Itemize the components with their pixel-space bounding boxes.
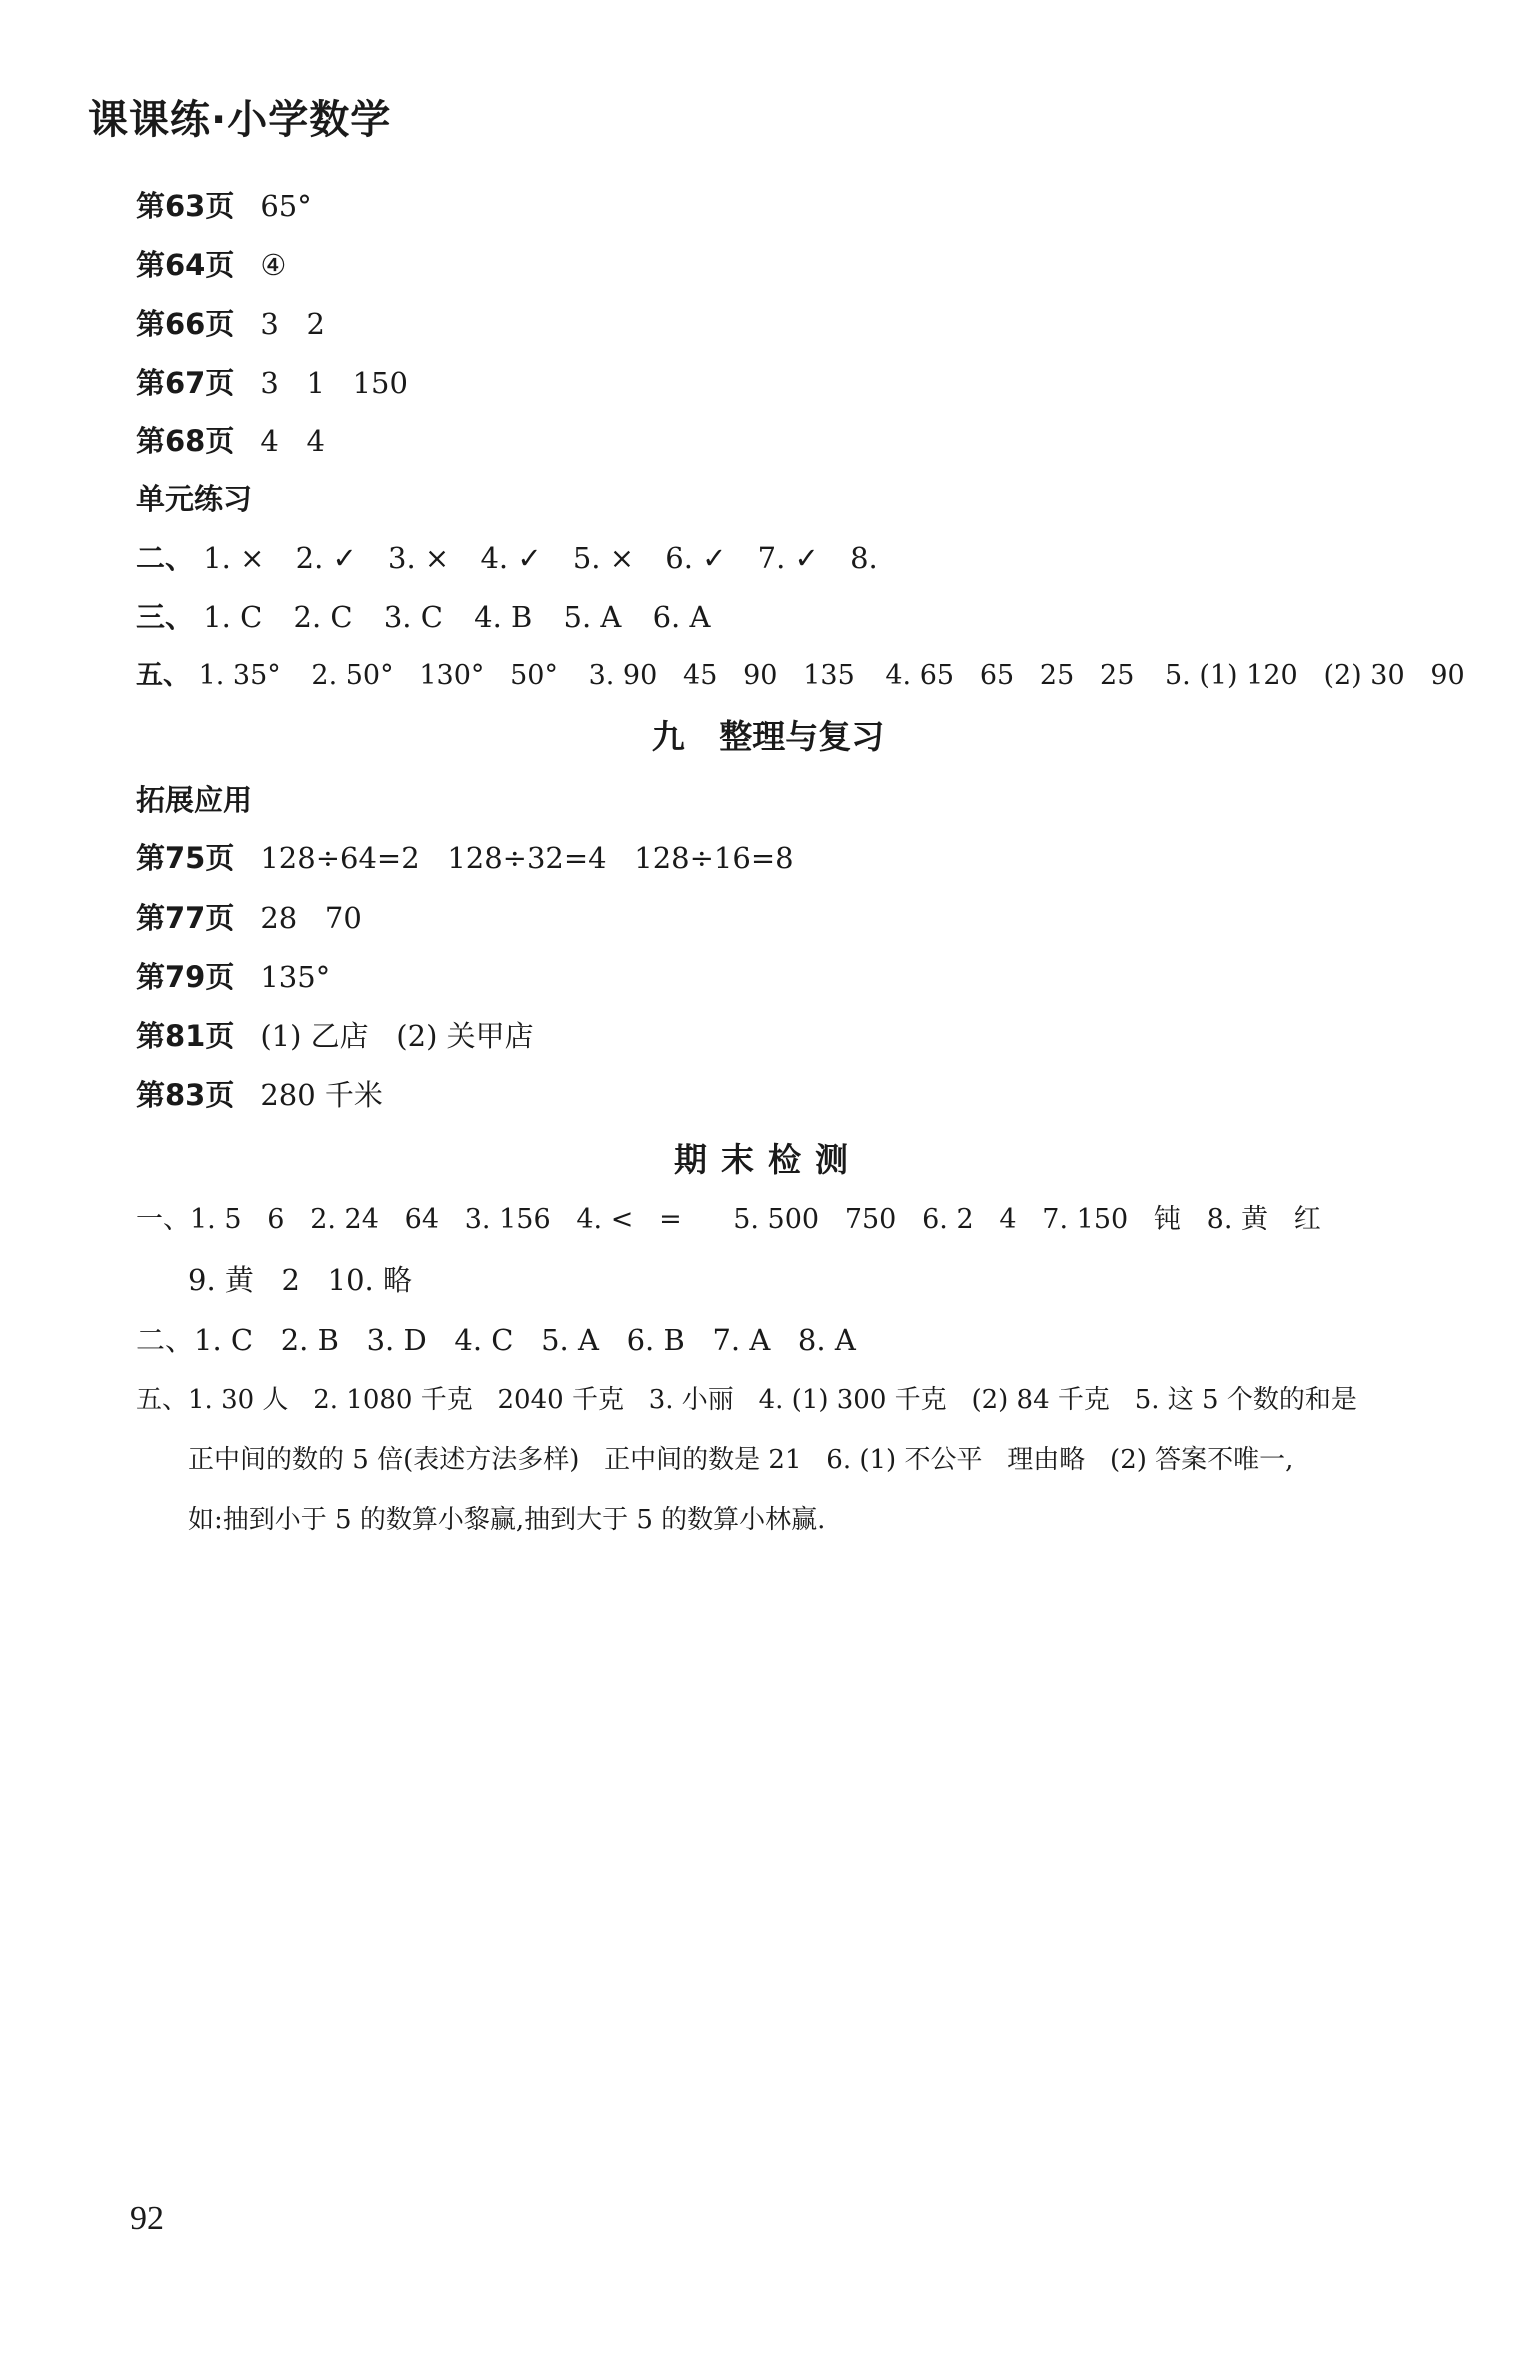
page-label: 第63页 [136,189,235,223]
answer-line [136,363,1496,403]
answer-text: 3 2 [260,307,325,341]
row-item: 2. C [293,600,353,634]
row-item: 3. × [388,541,450,575]
answer-text: 28 70 [260,901,362,935]
unit-row-2 [136,538,1500,578]
page-label: 第66页 [136,307,235,341]
final-row-2: 二、1. C 2. B 3. D 4. C 5. A 6. B 7. A 8. A [136,1323,856,1357]
answer-line [136,957,1496,997]
row-item: 7. ✓ [757,541,819,575]
row-item: 6. ✓ [665,541,727,575]
page-label: 第77页 [136,901,235,935]
row-item: 5. × [572,541,635,575]
section-subtitle: 单元练习 [136,482,253,516]
answer-text: (1) 乙店 (2) 关甲店 [260,1019,534,1053]
row-item: 4. B [474,600,533,634]
answer-line [136,304,1496,344]
row-lead: 五、 [136,660,190,691]
page-label: 第83页 [136,1078,235,1112]
answer-text: 3 1 150 [260,366,408,400]
page-label: 第75页 [136,841,235,875]
row-item: 4. ✓ [480,541,542,575]
answer-line [136,421,1496,461]
page-label: 第67页 [136,366,235,400]
row-item: 1. × [203,541,265,575]
page-label: 第79页 [136,960,235,994]
row-item: 5. (1) 120 (2) 30 90 [1164,660,1465,691]
running-header: 课课练·小学数学 [88,97,392,143]
row-item: 3. 90 45 90 135 [588,660,855,691]
row-item: 4. 65 65 25 25 [885,660,1135,691]
answer-line [136,1016,1496,1056]
final-row-5-cont: 正中间的数的 5 倍(表述方法多样) 正中间的数是 21 6. (1) 不公平 理由略 (2) 答案不唯一, [188,1445,1294,1475]
answer-line [136,245,1496,285]
row-item: 6. A [652,600,711,634]
page-label: 第68页 [136,424,235,458]
row-item: 5. A [563,600,622,634]
row-item: 1. C [203,600,263,634]
row-item: 2. 50° 130° 50° [311,660,558,691]
final-exam-title: 期末检测 [674,1140,862,1179]
final-row-1-cont: 9. 黄 2 10. 略 [188,1263,412,1297]
answer-text: 128÷64=2 128÷32=4 128÷16=8 [260,841,794,875]
chapter-title: 九 整理与复习 [651,717,885,756]
page-label: 第81页 [136,1019,235,1053]
final-row-1: 一、1. 5 6 2. 24 64 3. 156 4. < = 5. 500 750 6. 2 4 7. 150 钝 8. 黄 红 [136,1204,1321,1235]
final-row-5: 五、1. 30 人 2. 1080 千克 2040 千克 3. 小丽 4. (1) 300 千克 (2) 84 千克 5. 这 5 个数的和是 [136,1385,1357,1415]
unit-row-5 [136,656,1500,696]
unit-row-3 [136,597,1500,637]
final-row-5-cont2: 如:抽到小于 5 的数算小黎赢,抽到大于 5 的数算小林赢. [188,1505,826,1535]
answer-text: 65° [260,189,312,223]
answer-text: 280 千米 [260,1078,383,1112]
row-lead: 三、 [136,600,195,634]
answer-text: 135° [260,960,331,994]
answer-text: ④ [260,248,287,282]
row-item: 3. C [383,600,443,634]
row-item: 2. ✓ [295,541,357,575]
section-subtitle: 拓展应用 [136,783,253,817]
page-number: 92 [130,2200,164,2237]
page-label: 第64页 [136,248,235,282]
row-lead: 二、 [136,541,195,575]
row-item: 8. [850,541,878,575]
answer-text: 4 4 [260,424,325,458]
answer-line [136,1075,1496,1115]
answer-line [136,898,1496,938]
answer-line [136,838,1496,878]
answer-line [136,186,1496,226]
row-item: 1. 35° [198,660,281,691]
